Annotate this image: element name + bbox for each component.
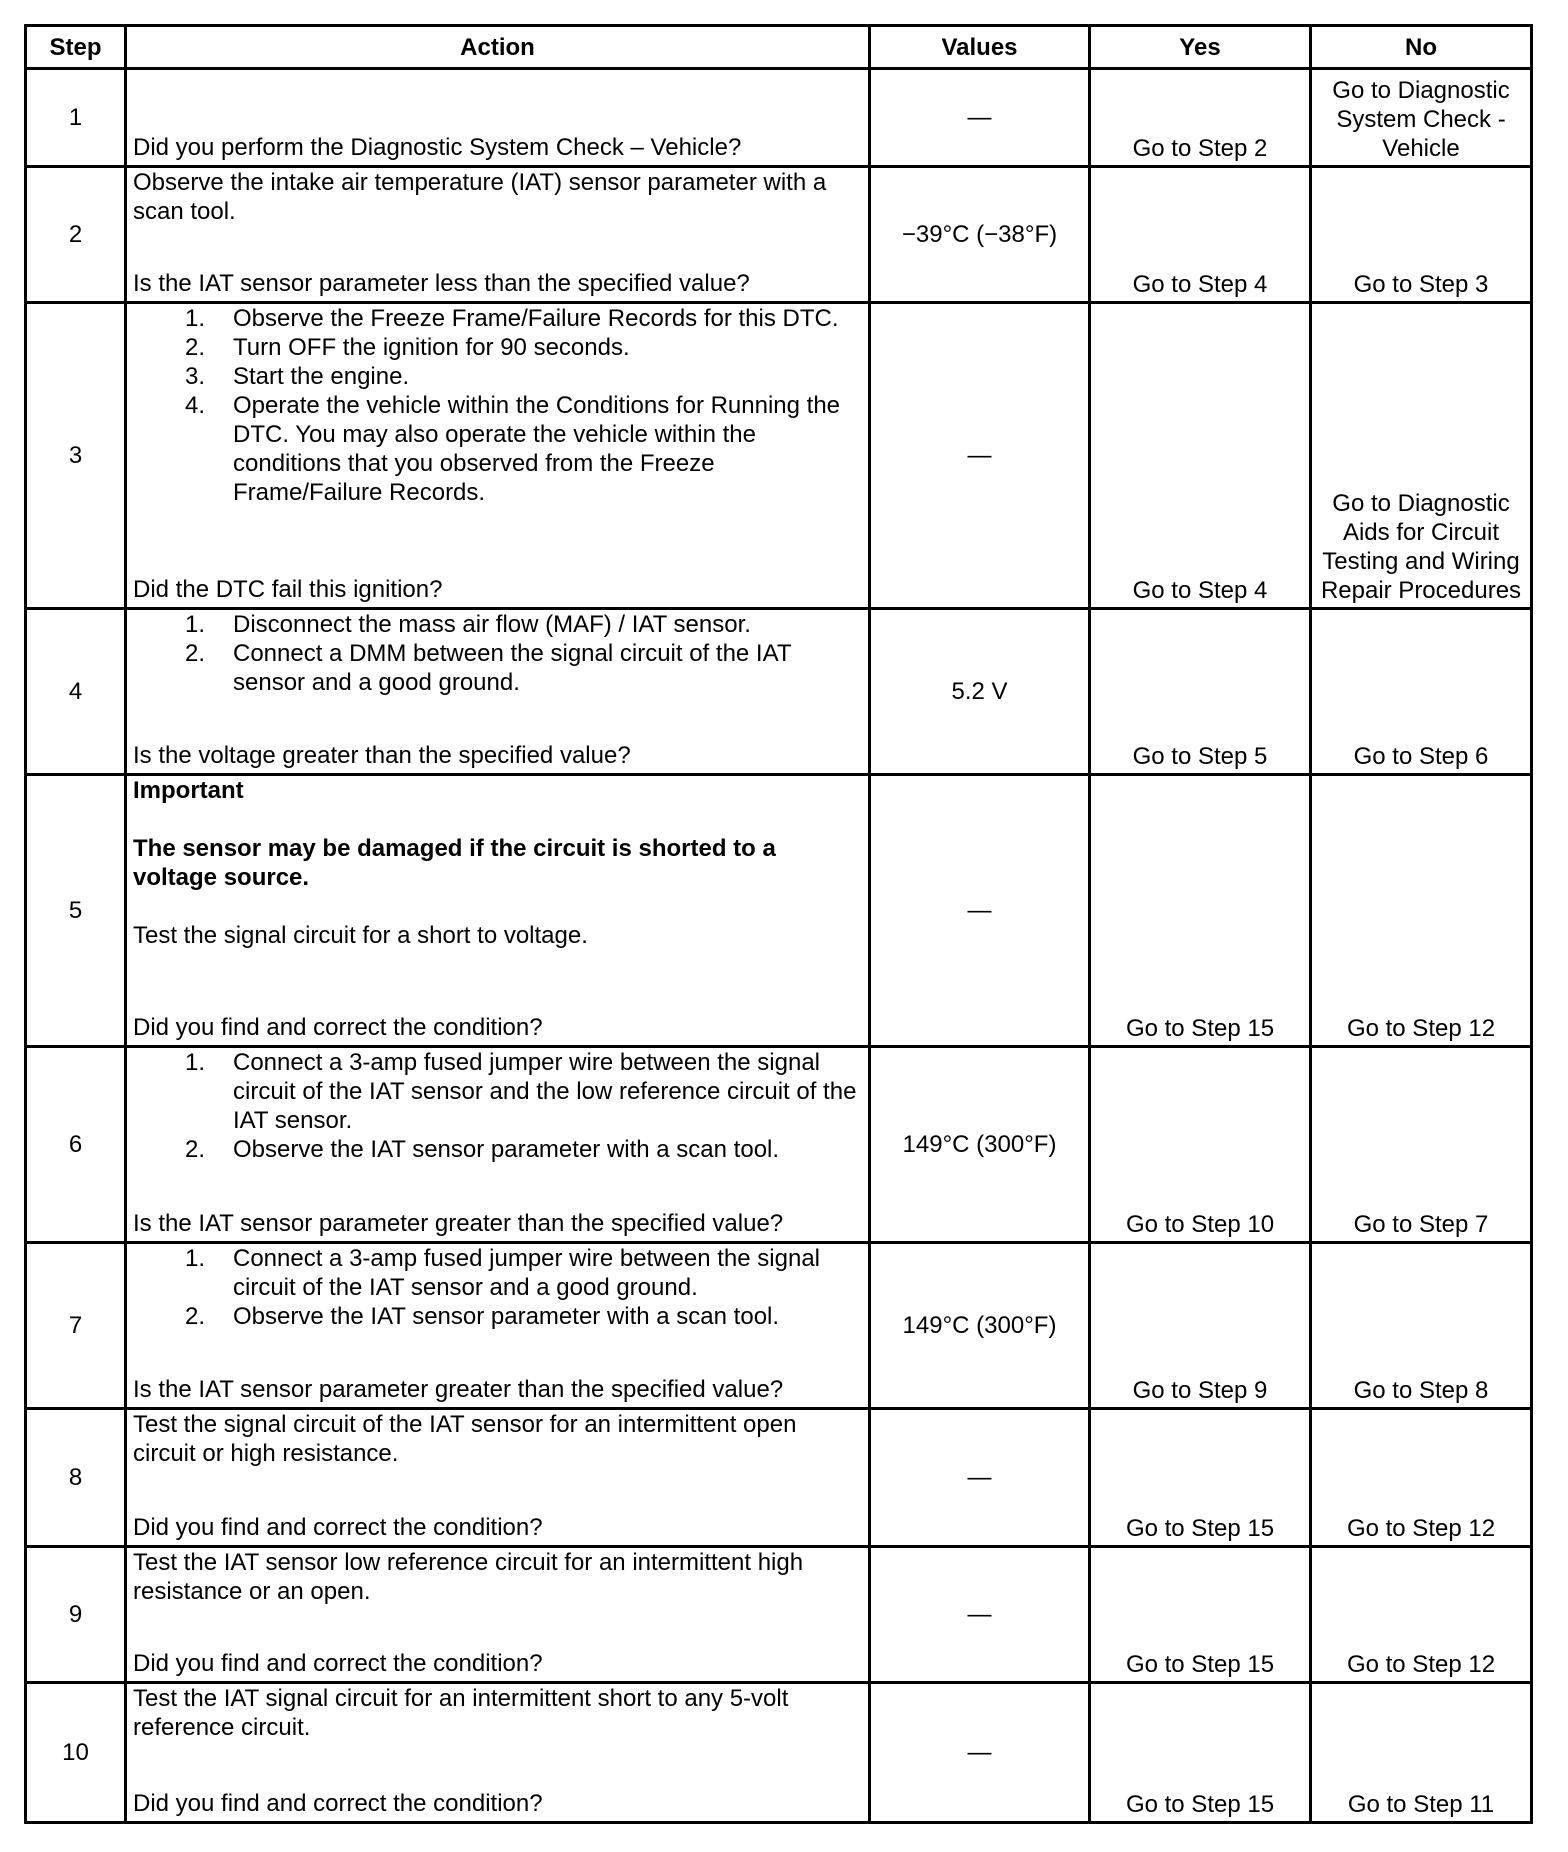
header-action: Action [126, 26, 870, 69]
action-step-item [133, 610, 862, 639]
table-row [26, 1243, 1532, 1409]
diagnostic-table-container [24, 24, 1533, 1824]
action-step-text: Disconnect the mass air flow (MAF) / IAT sensor. [233, 611, 751, 638]
action-question: Is the IAT sensor parameter greater than the specified value? [133, 1210, 784, 1237]
action-body [133, 1244, 862, 1331]
yes-cell: Go to Step 4 [1090, 303, 1311, 609]
no-cell: Go to Step 11 [1311, 1683, 1532, 1823]
action-steps-list [133, 1244, 862, 1331]
action-cell [126, 69, 870, 167]
action-step-text: Observe the IAT sensor parameter with a scan tool. [233, 1303, 780, 1330]
action-cell [126, 303, 870, 609]
step-number: 2 [26, 167, 126, 303]
action-body [133, 304, 862, 507]
values-cell: 149°C (300°F) [870, 1243, 1090, 1409]
yes-cell: Go to Step 10 [1090, 1047, 1311, 1243]
list-number: 1. [184, 1049, 205, 1076]
action-body [133, 1684, 862, 1742]
action-instruction: Test the signal circuit of the IAT sensor for an intermittent open circuit or high resistance. [133, 1411, 797, 1467]
list-number: 1. [184, 1245, 205, 1272]
header-values: Values [870, 26, 1090, 69]
no-cell: Go to Diagnostic System Check - Vehicle [1311, 69, 1532, 167]
action-instruction: Observe the intake air temperature (IAT) sensor parameter with a scan tool. [133, 169, 827, 225]
step-number: 9 [26, 1547, 126, 1683]
table-body [26, 69, 1532, 1823]
action-instruction: Test the IAT sensor low reference circuit for an intermittent high resistance or an open. [133, 1549, 804, 1605]
list-number: 2. [184, 1136, 205, 1163]
yes-cell: Go to Step 9 [1090, 1243, 1311, 1409]
table-row [26, 775, 1532, 1047]
list-number: 2. [184, 334, 205, 361]
table-row [26, 1047, 1532, 1243]
important-label: Important [133, 777, 244, 804]
action-question: Is the IAT sensor parameter greater than the specified value? [133, 1376, 784, 1403]
list-number: 2. [184, 1303, 205, 1330]
action-cell [126, 1243, 870, 1409]
action-step-item [133, 304, 862, 333]
list-number: 1. [184, 305, 205, 332]
step-number: 4 [26, 609, 126, 775]
table-row [26, 609, 1532, 775]
action-question: Did you find and correct the condition? [133, 1790, 543, 1817]
action-steps-list [133, 610, 862, 697]
action-body [133, 610, 862, 697]
action-cell [126, 609, 870, 775]
action-question: Did you find and correct the condition? [133, 1014, 543, 1041]
step-number: 6 [26, 1047, 126, 1243]
action-cell [126, 1047, 870, 1243]
action-cell [126, 167, 870, 303]
action-cell [126, 775, 870, 1047]
diagnostic-table [24, 24, 1533, 1824]
header-row [26, 26, 1532, 69]
yes-cell: Go to Step 2 [1090, 69, 1311, 167]
step-number: 8 [26, 1409, 126, 1547]
action-steps-list [133, 1048, 862, 1164]
action-step-item [133, 391, 862, 507]
values-cell: — [870, 303, 1090, 609]
values-cell: — [870, 1547, 1090, 1683]
no-cell: Go to Step 12 [1311, 775, 1532, 1047]
yes-cell: Go to Step 15 [1090, 775, 1311, 1047]
values-cell: — [870, 1683, 1090, 1823]
table-row [26, 1409, 1532, 1547]
action-step-text: Observe the IAT sensor parameter with a scan tool. [233, 1136, 780, 1163]
action-question: Is the voltage greater than the specified value? [133, 742, 631, 769]
list-number: 3. [184, 363, 205, 390]
yes-cell: Go to Step 5 [1090, 609, 1311, 775]
step-number: 7 [26, 1243, 126, 1409]
action-body [133, 1548, 862, 1606]
yes-cell: Go to Step 15 [1090, 1683, 1311, 1823]
action-question: Did you find and correct the condition? [133, 1650, 543, 1677]
no-cell: Go to Step 6 [1311, 609, 1532, 775]
no-cell: Go to Step 8 [1311, 1243, 1532, 1409]
table-row [26, 303, 1532, 609]
no-cell: Go to Step 7 [1311, 1047, 1532, 1243]
action-step-text: Connect a DMM between the signal circuit of the IAT sensor and a good ground. [233, 640, 792, 696]
action-question: Is the IAT sensor parameter less than the specified value? [133, 270, 750, 297]
step-number: 10 [26, 1683, 126, 1823]
table-row [26, 69, 1532, 167]
action-step-text: Start the engine. [233, 363, 410, 390]
values-cell: 5.2 V [870, 609, 1090, 775]
no-cell: Go to Step 3 [1311, 167, 1532, 303]
action-step-item [133, 1048, 862, 1135]
step-number: 1 [26, 69, 126, 167]
values-cell: 149°C (300°F) [870, 1047, 1090, 1243]
list-number: 1. [184, 611, 205, 638]
table-row [26, 1683, 1532, 1823]
no-cell: Go to Step 12 [1311, 1547, 1532, 1683]
values-cell: −39°C (−38°F) [870, 167, 1090, 303]
action-step-item [133, 1302, 862, 1331]
important-warning: The sensor may be damaged if the circuit is shorted to a voltage source. [133, 835, 776, 891]
values-cell: — [870, 69, 1090, 167]
header-no: No [1311, 26, 1532, 69]
yes-cell: Go to Step 4 [1090, 167, 1311, 303]
action-step-item [133, 333, 862, 362]
step-number: 5 [26, 775, 126, 1047]
action-step-item [133, 1135, 862, 1164]
action-cell [126, 1409, 870, 1547]
table-row [26, 167, 1532, 303]
action-instruction: Test the IAT signal circuit for an intermittent short to any 5-volt reference circuit. [133, 1685, 789, 1741]
action-step-item [133, 1244, 862, 1302]
header-step: Step [26, 26, 126, 69]
header-yes: Yes [1090, 26, 1311, 69]
action-step-text: Connect a 3-amp fused jumper wire between the signal circuit of the IAT sensor and a good ground. [233, 1245, 820, 1301]
action-body [133, 1410, 862, 1468]
action-body [133, 168, 862, 226]
action-body [133, 776, 862, 950]
action-step-item [133, 362, 862, 391]
action-question: Did you find and correct the condition? [133, 1514, 543, 1541]
action-step-text: Operate the vehicle within the Conditions for Running the DTC. You may also operate the vehicle within the conditions that you observed from the Freeze Frame/Failure Records. [233, 392, 841, 506]
values-cell: — [870, 775, 1090, 1047]
action-body [133, 1048, 862, 1164]
action-step-item [133, 639, 862, 697]
action-steps-list [133, 304, 862, 507]
action-question: Did you perform the Diagnostic System Check – Vehicle? [133, 134, 742, 161]
yes-cell: Go to Step 15 [1090, 1547, 1311, 1683]
table-row [26, 1547, 1532, 1683]
no-cell: Go to Diagnostic Aids for Circuit Testing and Wiring Repair Procedures [1311, 303, 1532, 609]
step-number: 3 [26, 303, 126, 609]
action-question: Did the DTC fail this ignition? [133, 576, 443, 603]
no-cell: Go to Step 12 [1311, 1409, 1532, 1547]
action-cell [126, 1683, 870, 1823]
list-number: 2. [184, 640, 205, 667]
action-step-text: Connect a 3-amp fused jumper wire between the signal circuit of the IAT sensor and the low reference circuit of the IAT sensor. [233, 1049, 857, 1134]
action-step-text: Turn OFF the ignition for 90 seconds. [233, 334, 630, 361]
values-cell: — [870, 1409, 1090, 1547]
yes-cell: Go to Step 15 [1090, 1409, 1311, 1547]
action-step-text: Observe the Freeze Frame/Failure Records for this DTC. [233, 305, 839, 332]
action-cell [126, 1547, 870, 1683]
list-number: 4. [184, 392, 205, 419]
action-instruction: Test the signal circuit for a short to voltage. [133, 922, 588, 949]
